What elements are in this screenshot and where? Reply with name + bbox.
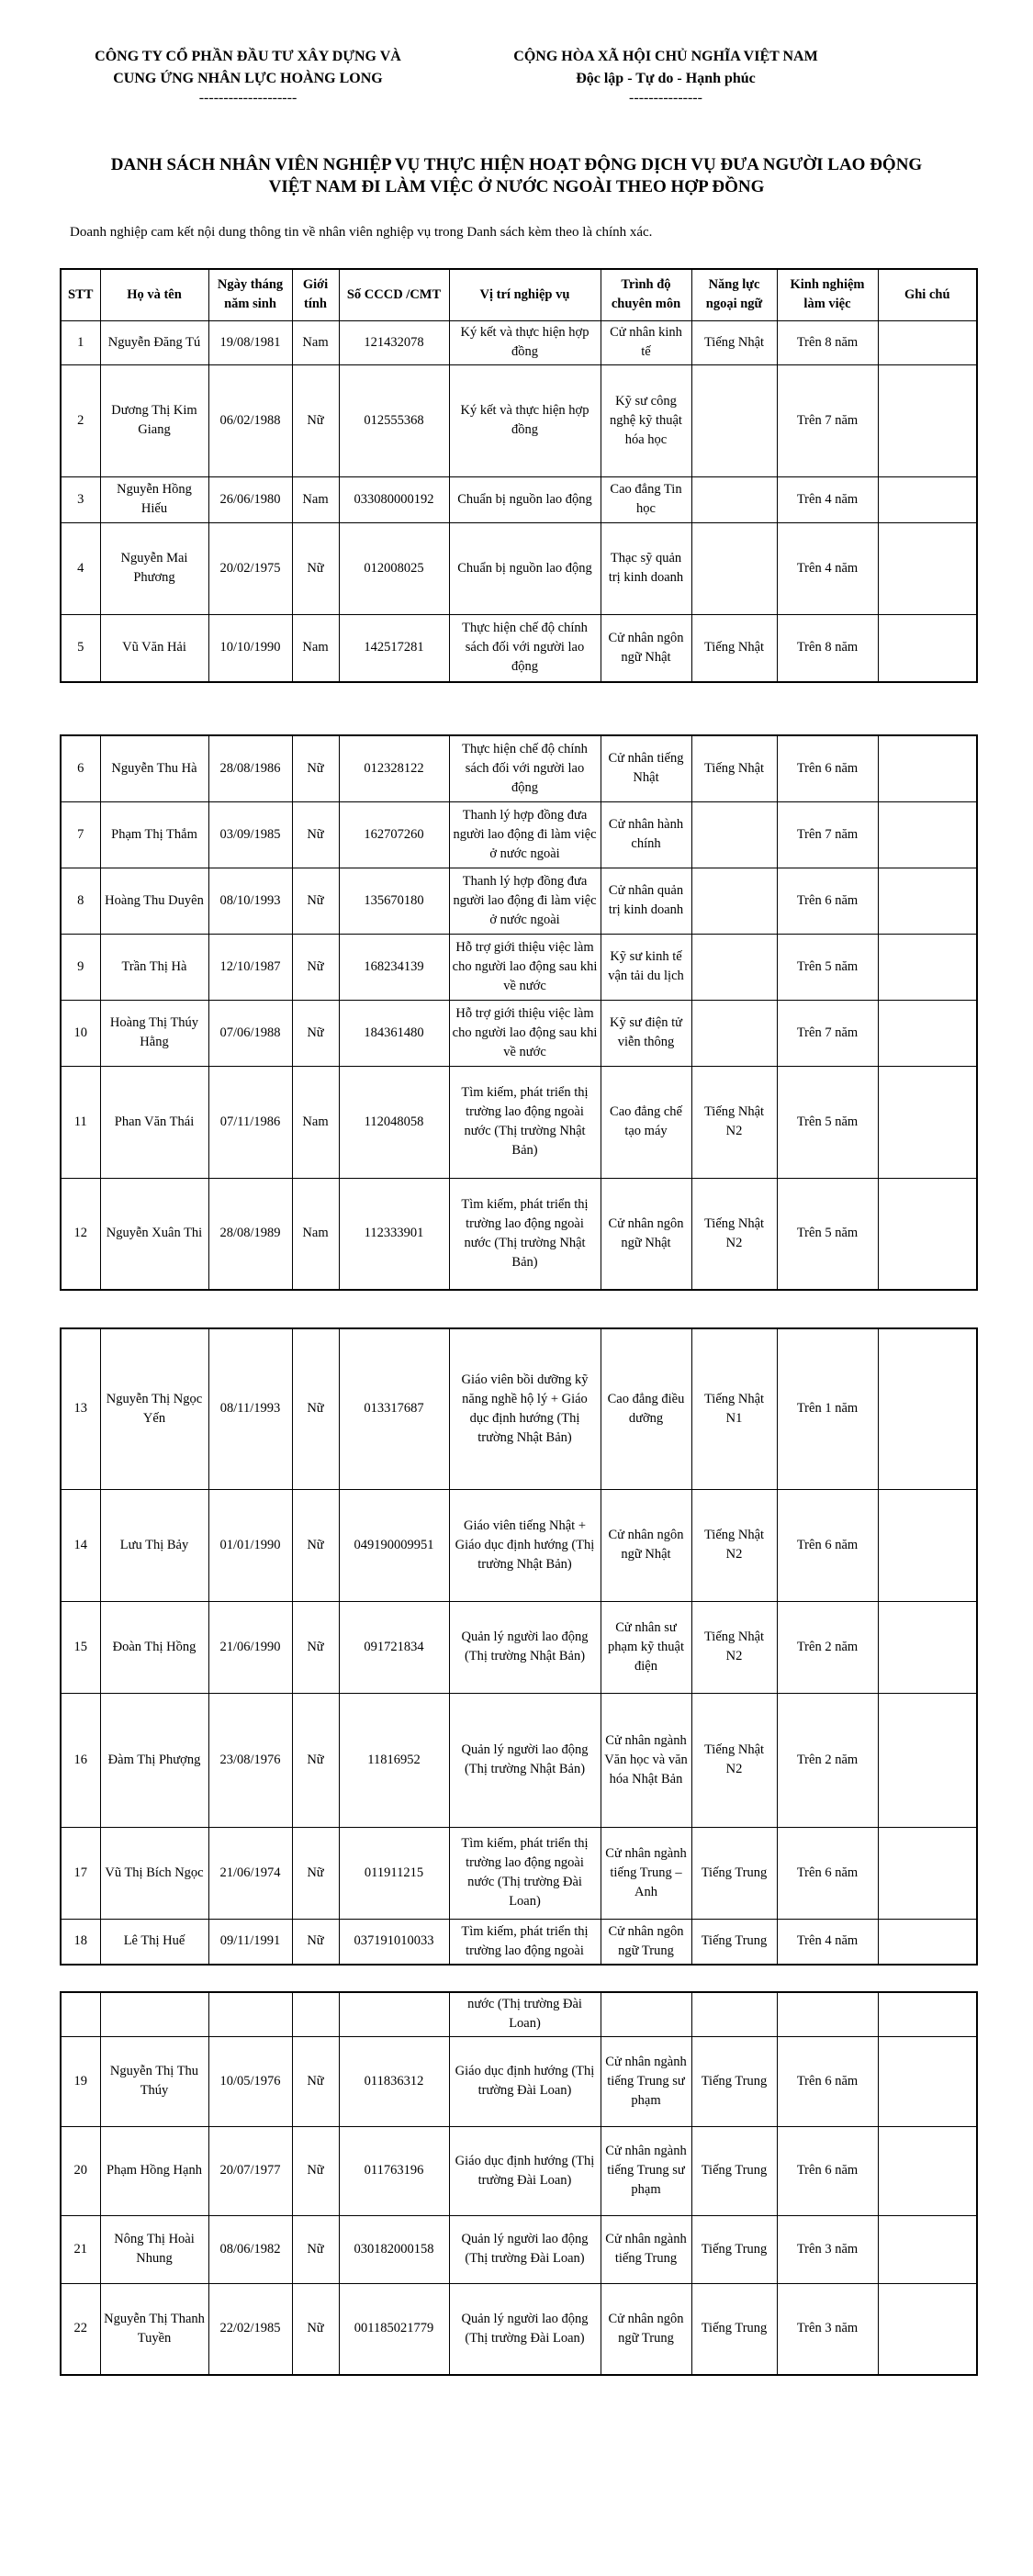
table-cell: 12	[61, 1178, 100, 1290]
column-header: Trình độ chuyên môn	[601, 269, 691, 320]
table-cell: Nam	[292, 614, 339, 682]
table-cell: Tiếng Trung	[691, 1827, 777, 1919]
table-cell	[878, 2036, 977, 2126]
table-row	[61, 1992, 977, 2036]
table-cell: Tiếng Nhật N2	[691, 1693, 777, 1827]
table-cell: 011763196	[339, 2126, 449, 2215]
table-cell: 121432078	[339, 320, 449, 364]
table-cell: 5	[61, 614, 100, 682]
table-cell	[878, 1827, 977, 1919]
table-header-row	[61, 269, 977, 320]
table-row	[61, 801, 977, 868]
table-cell: Nữ	[292, 868, 339, 934]
table-cell: Trên 8 năm	[777, 320, 878, 364]
table-cell	[878, 1601, 977, 1693]
table-cell: Nữ	[292, 1827, 339, 1919]
table-cell: Nguyễn Hồng Hiếu	[100, 476, 208, 522]
table-cell: Nữ	[292, 1919, 339, 1965]
table-cell: Thạc sỹ quản trị kinh doanh	[601, 522, 691, 614]
table-cell: 8	[61, 868, 100, 934]
table-cell: 21/06/1974	[208, 1827, 292, 1919]
table-cell: 10/10/1990	[208, 614, 292, 682]
table-page-3	[60, 1327, 976, 1966]
table-cell: nước (Thị trường Đài Loan)	[449, 1992, 601, 2036]
table-cell: Nữ	[292, 1489, 339, 1601]
table-cell: Quản lý người lao động (Thị trường Nhật Bản)	[449, 1693, 601, 1827]
table-cell: 030182000158	[339, 2215, 449, 2283]
table-cell	[878, 614, 977, 682]
table-cell: 26/06/1980	[208, 476, 292, 522]
table-cell: Nguyễn Thị Thu Thúy	[100, 2036, 208, 2126]
table-cell: Tìm kiếm, phát triển thị trường lao động ngoài	[449, 1919, 601, 1965]
table-cell: Cử nhân ngôn ngữ Nhật	[601, 1489, 691, 1601]
table-cell: Trên 6 năm	[777, 868, 878, 934]
table-cell: Trên 6 năm	[777, 735, 878, 801]
table-row	[61, 1489, 977, 1601]
column-header: Ngày tháng năm sinh	[208, 269, 292, 320]
table-row	[61, 2215, 977, 2283]
table-cell: Tiếng Trung	[691, 2036, 777, 2126]
table-cell	[208, 1992, 292, 2036]
table-cell: 1	[61, 320, 100, 364]
table-row	[61, 934, 977, 1000]
nation-motto: Độc lập - Tự do - Hạnh phúc	[576, 71, 756, 86]
table-cell: 7	[61, 801, 100, 868]
table-cell: 10	[61, 1000, 100, 1066]
column-header: Kinh nghiệm làm việc	[777, 269, 878, 320]
table-cell	[878, 2126, 977, 2215]
table-cell: 4	[61, 522, 100, 614]
table-page-2	[60, 734, 976, 1291]
table-cell	[691, 801, 777, 868]
nation-header	[477, 46, 854, 106]
table-cell: Tiếng Trung	[691, 1919, 777, 1965]
table-cell: 049190009951	[339, 1489, 449, 1601]
company-name-line1: CÔNG TY CỔ PHẦN ĐẦU TƯ XÂY DỰNG VÀ	[95, 49, 401, 64]
table-cell: Cao đẳng chế tạo máy	[601, 1066, 691, 1178]
table-cell: Nguyễn Thu Hà	[100, 735, 208, 801]
table-cell: 06/02/1988	[208, 364, 292, 476]
table-cell: Tiếng Nhật N1	[691, 1328, 777, 1489]
table-cell: 168234139	[339, 934, 449, 1000]
table-cell	[878, 2215, 977, 2283]
table-row	[61, 476, 977, 522]
table-cell: Tiếng Trung	[691, 2283, 777, 2375]
table-cell: Nữ	[292, 1000, 339, 1066]
table-cell: Cử nhân ngành tiếng Trung sư phạm	[601, 2126, 691, 2215]
table-cell: Quản lý người lao động (Thị trường Nhật Bản)	[449, 1601, 601, 1693]
table-cell	[878, 1919, 977, 1965]
table-cell	[878, 364, 977, 476]
staff-table	[60, 1327, 978, 1966]
table-cell: 11816952	[339, 1693, 449, 1827]
table-cell: Trên 5 năm	[777, 1178, 878, 1290]
table-row	[61, 364, 977, 476]
table-cell: 3	[61, 476, 100, 522]
table-cell: Hỗ trợ giới thiệu việc làm cho người lao động sau khi về nước	[449, 934, 601, 1000]
table-cell: 16	[61, 1693, 100, 1827]
table-cell: 011836312	[339, 2036, 449, 2126]
table-cell: Trên 3 năm	[777, 2283, 878, 2375]
table-cell: Trên 2 năm	[777, 1693, 878, 1827]
table-cell: Quản lý người lao động (Thị trường Đài Loan)	[449, 2283, 601, 2375]
table-cell: Ký kết và thực hiện hợp đồng	[449, 364, 601, 476]
column-header: STT	[61, 269, 100, 320]
company-name-line2: CUNG ỨNG NHÂN LỰC HOÀNG LONG	[113, 71, 383, 86]
nation-underline: ---------------	[629, 90, 702, 106]
table-cell: Cử nhân ngôn ngữ Nhật	[601, 614, 691, 682]
table-cell	[878, 1693, 977, 1827]
table-row	[61, 1601, 977, 1693]
table-cell	[292, 1992, 339, 2036]
table-cell: Nam	[292, 320, 339, 364]
table-cell: Phan Văn Thái	[100, 1066, 208, 1178]
table-cell: Cử nhân ngành tiếng Trung sư phạm	[601, 2036, 691, 2126]
table-cell: Nữ	[292, 1601, 339, 1693]
table-cell: Tìm kiếm, phát triển thị trường lao động ngoài nước (Thị trường Nhật Bản)	[449, 1066, 601, 1178]
staff-table	[60, 734, 978, 1291]
table-cell: Thanh lý hợp đồng đưa người lao động đi làm việc ở nước ngoài	[449, 801, 601, 868]
table-cell: Tiếng Trung	[691, 2215, 777, 2283]
table-cell: 6	[61, 735, 100, 801]
table-cell: 091721834	[339, 1601, 449, 1693]
table-cell: 20/07/1977	[208, 2126, 292, 2215]
table-cell	[691, 934, 777, 1000]
table-cell: Nguyễn Thị Ngọc Yến	[100, 1328, 208, 1489]
table-cell: 013317687	[339, 1328, 449, 1489]
table-cell: 20/02/1975	[208, 522, 292, 614]
table-cell: 08/10/1993	[208, 868, 292, 934]
table-cell: Kỹ sư điện tử viễn thông	[601, 1000, 691, 1066]
table-cell	[777, 1992, 878, 2036]
table-cell: Trên 6 năm	[777, 2126, 878, 2215]
table-cell: 2	[61, 364, 100, 476]
table-cell: Cử nhân ngôn ngữ Trung	[601, 2283, 691, 2375]
company-header	[64, 46, 432, 106]
table-cell	[878, 522, 977, 614]
table-cell: Kỹ sư công nghệ kỹ thuật hóa học	[601, 364, 691, 476]
table-cell: 07/11/1986	[208, 1066, 292, 1178]
table-cell: Đàm Thị Phượng	[100, 1693, 208, 1827]
table-cell: Cử nhân hành chính	[601, 801, 691, 868]
column-header: Giới tính	[292, 269, 339, 320]
table-cell	[601, 1992, 691, 2036]
document-title-line2: VIỆT NAM ĐI LÀM VIỆC Ở NƯỚC NGOÀI THEO HỢP ĐỒNG	[268, 177, 765, 196]
table-cell: Cao đẳng điều dưỡng	[601, 1328, 691, 1489]
table-cell: Tiếng Trung	[691, 2126, 777, 2215]
table-cell: Cử nhân ngôn ngữ Trung	[601, 1919, 691, 1965]
table-row	[61, 2283, 977, 2375]
table-cell: 22/02/1985	[208, 2283, 292, 2375]
table-cell: Trên 4 năm	[777, 1919, 878, 1965]
table-cell: 23/08/1976	[208, 1693, 292, 1827]
table-cell: Quản lý người lao động (Thị trường Đài Loan)	[449, 2215, 601, 2283]
table-page-1	[60, 268, 976, 683]
table-cell: 012008025	[339, 522, 449, 614]
table-cell: Trên 4 năm	[777, 522, 878, 614]
table-cell: Giáo dục định hướng (Thị trường Đài Loan)	[449, 2036, 601, 2126]
table-cell: 07/06/1988	[208, 1000, 292, 1066]
table-cell: 112333901	[339, 1178, 449, 1290]
table-cell: Tiếng Nhật	[691, 735, 777, 801]
table-cell: 001185021779	[339, 2283, 449, 2375]
table-cell: Trên 7 năm	[777, 1000, 878, 1066]
table-cell: Nữ	[292, 364, 339, 476]
table-cell: Thực hiện chế độ chính sách đối với người lao động	[449, 614, 601, 682]
column-header: Số CCCD /CMT	[339, 269, 449, 320]
table-cell: Cử nhân ngành tiếng Trung	[601, 2215, 691, 2283]
table-cell: Cử nhân ngành Văn học và văn hóa Nhật Bản	[601, 1693, 691, 1827]
table-row	[61, 1693, 977, 1827]
table-cell: Tiếng Nhật	[691, 320, 777, 364]
table-page-4	[60, 1991, 976, 2376]
table-row	[61, 1000, 977, 1066]
staff-table	[60, 1991, 978, 2376]
table-cell: 18	[61, 1919, 100, 1965]
table-cell	[878, 1489, 977, 1601]
table-row	[61, 320, 977, 364]
table-cell	[691, 364, 777, 476]
table-cell: 17	[61, 1827, 100, 1919]
table-cell: 142517281	[339, 614, 449, 682]
table-cell: Cử nhân sư phạm kỹ thuật điện	[601, 1601, 691, 1693]
table-cell: Dương Thị Kim Giang	[100, 364, 208, 476]
table-cell: Giáo viên bồi dưỡng kỹ năng nghề hộ lý + Giáo dục định hướng (Thị trường Nhật Bản)	[449, 1328, 601, 1489]
table-cell	[878, 868, 977, 934]
table-cell	[878, 1066, 977, 1178]
table-cell: Kỹ sư kinh tế vận tải du lịch	[601, 934, 691, 1000]
table-cell: Nam	[292, 1066, 339, 1178]
table-cell: Nữ	[292, 801, 339, 868]
table-cell	[878, 735, 977, 801]
table-cell	[691, 522, 777, 614]
table-cell: 9	[61, 934, 100, 1000]
table-row	[61, 735, 977, 801]
table-cell: Trên 8 năm	[777, 614, 878, 682]
nation-name: CỘNG HÒA XÃ HỘI CHỦ NGHĨA VIỆT NAM	[513, 49, 818, 64]
table-cell	[878, 2283, 977, 2375]
table-row	[61, 1178, 977, 1290]
table-cell: 20	[61, 2126, 100, 2215]
table-cell: Trên 7 năm	[777, 364, 878, 476]
table-cell: 21	[61, 2215, 100, 2283]
table-cell	[878, 1000, 977, 1066]
table-cell	[100, 1992, 208, 2036]
table-cell: Trên 1 năm	[777, 1328, 878, 1489]
table-cell: 10/05/1976	[208, 2036, 292, 2126]
table-cell: Nam	[292, 476, 339, 522]
table-cell: Trên 6 năm	[777, 1489, 878, 1601]
table-cell: Nguyễn Mai Phương	[100, 522, 208, 614]
table-cell: Trần Thị Hà	[100, 934, 208, 1000]
table-cell	[691, 476, 777, 522]
table-cell: 28/08/1986	[208, 735, 292, 801]
table-cell: 135670180	[339, 868, 449, 934]
table-cell: Trên 6 năm	[777, 1827, 878, 1919]
table-cell: 22	[61, 2283, 100, 2375]
table-cell: Nữ	[292, 1693, 339, 1827]
table-cell: Vũ Thị Bích Ngọc	[100, 1827, 208, 1919]
company-underline: --------------------	[198, 90, 298, 106]
table-row	[61, 1919, 977, 1965]
table-cell: 28/08/1989	[208, 1178, 292, 1290]
table-row	[61, 868, 977, 934]
table-cell: Hoàng Thu Duyên	[100, 868, 208, 934]
table-row	[61, 1827, 977, 1919]
table-cell	[878, 320, 977, 364]
table-cell: Nữ	[292, 1328, 339, 1489]
table-cell	[61, 1992, 100, 2036]
table-cell: 08/06/1982	[208, 2215, 292, 2283]
table-cell: Nữ	[292, 934, 339, 1000]
table-cell: Trên 6 năm	[777, 2036, 878, 2126]
table-cell: 09/11/1991	[208, 1919, 292, 1965]
table-cell: Giáo dục định hướng (Thị trường Đài Loan)	[449, 2126, 601, 2215]
table-cell: 012555368	[339, 364, 449, 476]
table-cell: Hoàng Thị Thúy Hằng	[100, 1000, 208, 1066]
table-cell	[878, 1992, 977, 2036]
table-cell: 13	[61, 1328, 100, 1489]
column-header: Họ và tên	[100, 269, 208, 320]
table-cell: Trên 5 năm	[777, 1066, 878, 1178]
table-cell: Lưu Thị Bảy	[100, 1489, 208, 1601]
table-cell: Phạm Hồng Hạnh	[100, 2126, 208, 2215]
table-row	[61, 522, 977, 614]
table-cell: 19/08/1981	[208, 320, 292, 364]
table-cell	[878, 1178, 977, 1290]
table-cell: Hỗ trợ giới thiệu việc làm cho người lao động sau khi về nước	[449, 1000, 601, 1066]
table-cell: Cử nhân tiếng Nhật	[601, 735, 691, 801]
table-cell: 184361480	[339, 1000, 449, 1066]
table-cell: Thực hiện chế độ chính sách đối với người lao động	[449, 735, 601, 801]
table-cell	[691, 1992, 777, 2036]
table-cell: 033080000192	[339, 476, 449, 522]
table-cell: 12/10/1987	[208, 934, 292, 1000]
table-cell: Giáo viên tiếng Nhật + Giáo dục định hướng (Thị trường Nhật Bản)	[449, 1489, 601, 1601]
table-cell: Cử nhân kinh tế	[601, 320, 691, 364]
table-row	[61, 2036, 977, 2126]
column-header: Ghi chú	[878, 269, 977, 320]
table-cell: Lê Thị Huế	[100, 1919, 208, 1965]
table-cell: Nữ	[292, 522, 339, 614]
table-cell: 012328122	[339, 735, 449, 801]
table-cell: 162707260	[339, 801, 449, 868]
table-cell: Tìm kiếm, phát triển thị trường lao động ngoài nước (Thị trường Đài Loan)	[449, 1827, 601, 1919]
table-cell: Tiếng Nhật N2	[691, 1489, 777, 1601]
table-cell: Chuẩn bị nguồn lao động	[449, 522, 601, 614]
table-cell: Phạm Thị Thắm	[100, 801, 208, 868]
table-cell: Nguyễn Thị Thanh Tuyền	[100, 2283, 208, 2375]
table-cell: 19	[61, 2036, 100, 2126]
document-title	[64, 154, 969, 198]
table-cell: Cử nhân ngành tiếng Trung – Anh	[601, 1827, 691, 1919]
table-cell: Nguyễn Đăng Tú	[100, 320, 208, 364]
table-cell: Nữ	[292, 2126, 339, 2215]
table-cell	[878, 934, 977, 1000]
table-row	[61, 1328, 977, 1489]
table-cell: Tiếng Nhật N2	[691, 1178, 777, 1290]
table-cell: Tìm kiếm, phát triển thị trường lao động ngoài nước (Thị trường Nhật Bản)	[449, 1178, 601, 1290]
table-cell: Trên 4 năm	[777, 476, 878, 522]
table-cell: Chuẩn bị nguồn lao động	[449, 476, 601, 522]
table-cell: Ký kết và thực hiện hợp đồng	[449, 320, 601, 364]
table-cell: 011911215	[339, 1827, 449, 1919]
table-cell: 15	[61, 1601, 100, 1693]
table-cell: Nguyễn Xuân Thi	[100, 1178, 208, 1290]
table-cell	[691, 1000, 777, 1066]
table-cell: 01/01/1990	[208, 1489, 292, 1601]
table-cell: Nữ	[292, 735, 339, 801]
table-cell	[878, 476, 977, 522]
document-title-line1: DANH SÁCH NHÂN VIÊN NGHIỆP VỤ THỰC HIỆN HOẠT ĐỘNG DỊCH VỤ ĐƯA NGƯỜI LAO ĐỘNG	[110, 155, 923, 174]
staff-table	[60, 268, 978, 683]
table-cell: Nữ	[292, 2215, 339, 2283]
table-cell: Tiếng Nhật N2	[691, 1601, 777, 1693]
table-cell: Vũ Văn Hải	[100, 614, 208, 682]
table-cell	[878, 801, 977, 868]
table-cell	[878, 1328, 977, 1489]
table-cell: Trên 5 năm	[777, 934, 878, 1000]
table-row	[61, 2126, 977, 2215]
table-cell: Tiếng Nhật	[691, 614, 777, 682]
table-cell: 11	[61, 1066, 100, 1178]
table-cell	[691, 868, 777, 934]
table-cell: 112048058	[339, 1066, 449, 1178]
table-cell: 08/11/1993	[208, 1328, 292, 1489]
table-cell: 14	[61, 1489, 100, 1601]
table-cell: 03/09/1985	[208, 801, 292, 868]
table-row	[61, 1066, 977, 1178]
intro-statement: Doanh nghiệp cam kết nội dung thông tin về nhân viên nghiệp vụ trong Danh sách kèm theo là chính xác.	[70, 225, 653, 240]
table-cell: Đoàn Thị Hồng	[100, 1601, 208, 1693]
table-row	[61, 614, 977, 682]
table-cell: 21/06/1990	[208, 1601, 292, 1693]
table-cell: Trên 3 năm	[777, 2215, 878, 2283]
table-cell: Trên 2 năm	[777, 1601, 878, 1693]
table-cell: Cao đẳng Tin học	[601, 476, 691, 522]
table-cell: Nam	[292, 1178, 339, 1290]
table-cell: Nữ	[292, 2036, 339, 2126]
table-cell: Cử nhân ngôn ngữ Nhật	[601, 1178, 691, 1290]
table-cell: Cử nhân quản trị kinh doanh	[601, 868, 691, 934]
column-header: Vị trí nghiệp vụ	[449, 269, 601, 320]
table-cell: Nữ	[292, 2283, 339, 2375]
column-header: Năng lực ngoại ngữ	[691, 269, 777, 320]
table-cell: Nông Thị Hoài Nhung	[100, 2215, 208, 2283]
table-cell: Tiếng Nhật N2	[691, 1066, 777, 1178]
table-cell: Trên 7 năm	[777, 801, 878, 868]
table-cell: 037191010033	[339, 1919, 449, 1965]
table-cell: Thanh lý hợp đồng đưa người lao động đi làm việc ở nước ngoài	[449, 868, 601, 934]
table-cell	[339, 1992, 449, 2036]
